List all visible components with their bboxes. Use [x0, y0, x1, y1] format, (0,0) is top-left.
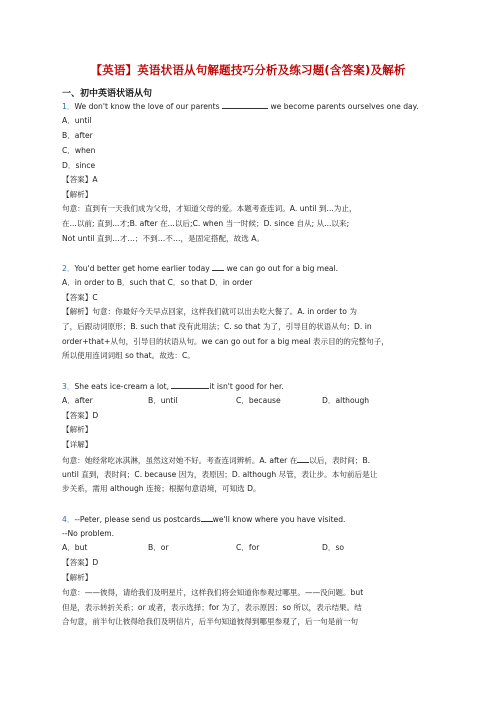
explanation-line: 句意：直到有一天我们成为父母，才知道父母的爱。本题考查连词。A. until 到...为止， [62, 204, 357, 213]
option-d: D．since [62, 161, 96, 170]
question-1-stem: 1．We don't know the love of our parents we become parents ourselves one day. [62, 102, 419, 111]
option-b: B．or [148, 543, 169, 552]
option-c: C．when [62, 146, 96, 155]
answer-blank [171, 380, 209, 389]
question-number: 4． [62, 515, 75, 524]
answer-label: 【答案】C [62, 293, 98, 302]
explanation-line: until 直到，表时间；C. because 因为，表原因；D. although 尽管，表让步。本句前后是让 [62, 470, 378, 479]
question-4-stem: 4．--Peter, please send us postcards we'll know where you have visited. [62, 515, 346, 524]
question-2-stem: 2．You'd better get home earlier today we can go out for a big meal. [62, 264, 339, 273]
question-number: 2． [62, 264, 75, 273]
answer-blank [201, 513, 213, 522]
question-number: 3． [62, 382, 75, 391]
explanation-line: 在...以前; 直到...才;B. after 在...以后;C. when 当一时候；D. since 自从; 从...以来; [62, 219, 350, 228]
answer-blank [222, 100, 268, 109]
analysis-label: 【解析】 [62, 425, 93, 434]
explanation-line: 句意：她经常吃冰淇淋，虽然这对她不好。考查连词辨析。A. after 在 以后，表时间；B. [62, 456, 371, 465]
answer-label: 【答案】D [62, 411, 99, 420]
answer-label: 【答案】D [62, 558, 99, 567]
analysis-label: 【解析】 [62, 573, 93, 582]
options-row: A．in order to B．such that C．so that D．in order [62, 278, 253, 287]
question-number: 1． [62, 102, 75, 111]
explanation-line: 了，后跟动词原形；B. such that 没有此用法；C. so that 为了，引导目的状语从句；D. in [62, 322, 372, 331]
explanation-line: Not until 直到…才…；不到…不…，是固定搭配，故选 A。 [62, 234, 265, 243]
explanation-line: 所以使用连词词组 so that。故选：C。 [62, 351, 195, 360]
question-3-stem: 3．She eats ice-cream a lot, it isn't good for her. [62, 382, 284, 391]
answer-label: 【答案】A [62, 175, 98, 184]
explanation-line: order+that+从句，引导目的状语从句。we can go out for a big meal 表示目的的完整句子， [62, 337, 389, 346]
option-b: B．after [62, 131, 93, 140]
option-b: B．until [148, 396, 178, 405]
option-c: C．for [236, 543, 260, 552]
explanation-line: 合句意，前半句让彼得给我们及明信片，后半句知道彼得到哪里参观了，后一句是前一句 [62, 617, 359, 626]
answer-blank [297, 454, 309, 463]
option-d: D．so [322, 543, 345, 552]
answer-blank [212, 262, 224, 271]
dialogue-reply: --No problem. [62, 529, 115, 538]
option-a: A．after [62, 396, 93, 405]
option-a: A．until [62, 116, 92, 125]
section-heading: 一、初中英语状语从句 [62, 89, 153, 99]
explanation-line: 但是，表示转折关系；or 或者，表示选择；for 为了，表示原因；so 所以，表示结果。结 [62, 603, 362, 612]
document-title: 【英语】英语状语从句解题技巧分析及练习题(含答案)及解析 [90, 63, 406, 77]
explanation-line: 【解析】句意：你最好今天早点回家，这样我们就可以出去吃大餐了。A. in order to 为 [62, 307, 357, 316]
option-d: D．although [322, 396, 370, 405]
analysis-label: 【解析】 [62, 190, 93, 199]
detail-label: 【详解】 [62, 440, 93, 449]
option-a: A．but [62, 543, 88, 552]
option-c: C．because [236, 396, 281, 405]
explanation-line: 步关系，需用 although 连接；根据句意语境，可知选 D。 [62, 484, 261, 493]
explanation-line: 句意：——彼得，请给我们及明星片，这样我们将会知道你参观过哪里。——没问题。but [62, 588, 364, 597]
